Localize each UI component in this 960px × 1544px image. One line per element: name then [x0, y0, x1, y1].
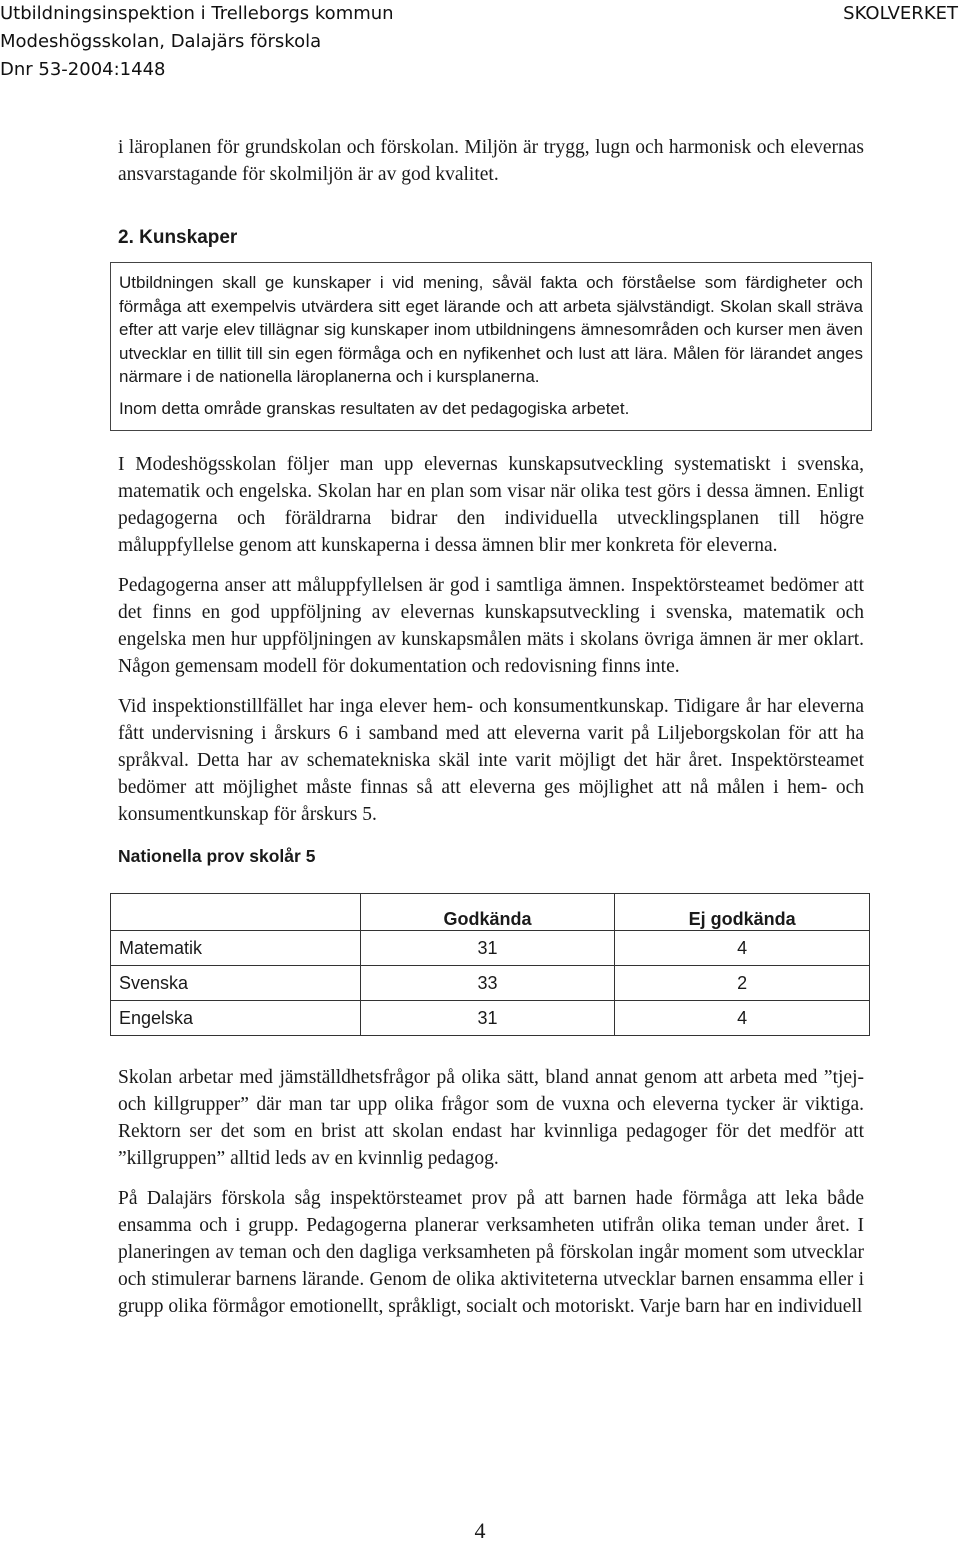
page-number: 4 — [474, 1518, 486, 1543]
paragraph: Skolan arbetar med jämställdhetsfrågor på olika sätt, bland annat genom att arbeta med ”tjej- och killgrupper” där man tar upp olika frågor som de vuxna och eleverna tycker är viktiga. Rektorn ser det som en brist att skolan endast har kvinnliga pedagoger för det medför att ”killgruppen” alltid leds av en kvinnlig pedagog. — [118, 1067, 864, 1169]
table-cell-approved: 31 — [360, 931, 615, 966]
paragraph: Vid inspektionstillfället har inga elever hem- och konsumentkunskap. Tidigare år har eleverna fått undervisning i årskurs 6 i samband med att eleverna varit på Liljeborgskolan för att ha språkval. Detta har av schematekniska skäl inte varit möjligt det här året. Inspektörsteamet bedömer att möjlighet måste finnas så att eleverna ges möjlighet att nå målen i hem- och konsumentkunskap för årskurs 5. — [118, 696, 864, 825]
table-cell-subject: Engelska — [111, 1001, 361, 1036]
table-cell-not-approved: 2 — [615, 966, 870, 1001]
paragraphs-after-table — [118, 1064, 864, 1320]
intro-paragraph: i läroplanen för grundskolan och förskolan. Miljön är trygg, lugn och harmonisk och elevernas ansvarstagande för skolmiljön är av god kvalitet. — [118, 137, 864, 185]
box-paragraph-1: Utbildningen skall ge kunskaper i vid mening, såväl fakta och förståelse som färdigheter och förmåga att exempelvis utvärdera sitt eget lärande och att arbeta självständigt. Skolan skall sträva efter att varje elev tillägnar sig kunskaper inom utbildningens ämnesområden och kurser men även utvecklar en tillit till sin egen förmåga och en nyfikenhet och lust att lära. Målen för lärandet anges närmare i de nationella läroplanerna och i kursplanerna. — [119, 273, 863, 386]
table-row — [111, 1001, 870, 1036]
header-title: Utbildningsinspektion i Trelleborgs kommun — [0, 3, 394, 24]
paragraph: I Modeshögsskolan följer man upp elevernas kunskapsutveckling systematiskt i svenska, matematik och engelska. Skolan har en plan som visar när olika test görs i dessa ämnen. Enligt pedagogerna och föräldrarna bidrar den individuella utvecklingsplanen till högre måluppfyllelse genom att kunskaperna i dessa ämnen blir mer konkreta för eleverna. — [118, 454, 864, 556]
table-header-approved: Godkända — [360, 894, 615, 931]
table-cell-approved: 31 — [360, 1001, 615, 1036]
header-left — [0, 0, 394, 84]
table-cell-not-approved: 4 — [615, 1001, 870, 1036]
header-org: SKOLVERKET — [843, 3, 958, 24]
table-header-empty — [111, 894, 361, 931]
paragraph: På Dalajärs förskola såg inspektörsteamet prov på att barnen hade förmåga att leka både ensamma och i grupp. Pedagogerna planerar verksamheten utifrån olika teman under året. I planeringen av teman och den dagliga verksamheten på förskolan ingår moment som utvecklar och stimulerar barnens lärande. Genom de olika aktiviteterna utvecklar barnen ensamma eller i grupp olika förmågor emotionellt, språkligt, socialt och motoriskt. Varje barn har en individuell — [118, 1188, 864, 1317]
table-header-not-approved: Ej godkända — [615, 894, 870, 931]
table-cell-subject: Svenska — [111, 966, 361, 1001]
objective-box — [110, 262, 872, 431]
section-heading: 2. Kunskaper — [118, 227, 238, 248]
table-cell-approved: 33 — [360, 966, 615, 1001]
results-table — [110, 893, 870, 1036]
paragraphs-before-table — [118, 451, 864, 828]
paragraph: Pedagogerna anser att måluppfyllelsen är god i samtliga ämnen. Inspektörsteamet bedömer att det finns en god uppföljning av elevernas kunskapsutveckling i svenska, matematik och engelska men hur uppföljningen av kunskapsmålen mäts i skolans övriga ämnen är mer oklart. Någon gemensam modell för dokumentation och redovisning finns inte. — [118, 575, 864, 677]
table-row — [111, 966, 870, 1001]
table-cell-not-approved: 4 — [615, 931, 870, 966]
header-dnr: Dnr 53-2004:1448 — [0, 59, 166, 80]
table-row — [111, 931, 870, 966]
table-cell-subject: Matematik — [111, 931, 361, 966]
document-body — [118, 134, 864, 1333]
table-title: Nationella prov skolår 5 — [118, 846, 316, 866]
header-subtitle: Modeshögsskolan, Dalajärs förskola — [0, 31, 322, 52]
box-paragraph-2: Inom detta område granskas resultaten av det pedagogiska arbetet. — [119, 398, 630, 418]
table-header-row — [111, 894, 870, 931]
